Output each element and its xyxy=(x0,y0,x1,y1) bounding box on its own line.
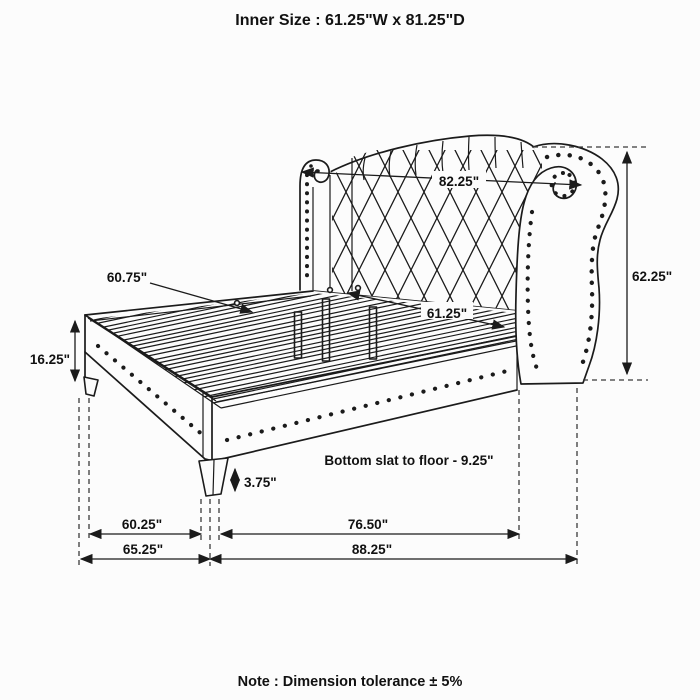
headboard-left-wing xyxy=(300,160,331,290)
slat-to-floor-label: Bottom slat to floor - 9.25" xyxy=(324,453,494,468)
rail-screw-hole xyxy=(356,286,361,291)
overall-width-label: 65.25" xyxy=(122,542,164,557)
overall-depth-label: 88.25" xyxy=(351,542,393,557)
side-rail-span-label: 76.50" xyxy=(347,517,389,532)
leg-height-label: 3.75" xyxy=(244,475,277,490)
rail-screw-hole xyxy=(328,288,333,293)
headboard-width-label: 82.25" xyxy=(438,174,480,189)
rail-screw-hole xyxy=(235,301,240,306)
nailhead-dot xyxy=(309,164,313,168)
headboard-height-label: 62.25" xyxy=(632,269,673,284)
tolerance-note: Note : Dimension tolerance ± 5% xyxy=(237,674,463,690)
frame-height-label: 16.25" xyxy=(29,352,70,367)
leg-inner-span-label: 60.25" xyxy=(121,517,163,532)
headboard-panel xyxy=(313,135,544,316)
diagram-title: Inner Size : 61.25"W x 81.25"D xyxy=(235,12,465,29)
foot-left-leg xyxy=(84,377,98,396)
slat-width-label: 60.75" xyxy=(106,270,148,285)
inner-width-label: 61.25" xyxy=(426,306,468,321)
center-support-leg xyxy=(323,299,330,361)
